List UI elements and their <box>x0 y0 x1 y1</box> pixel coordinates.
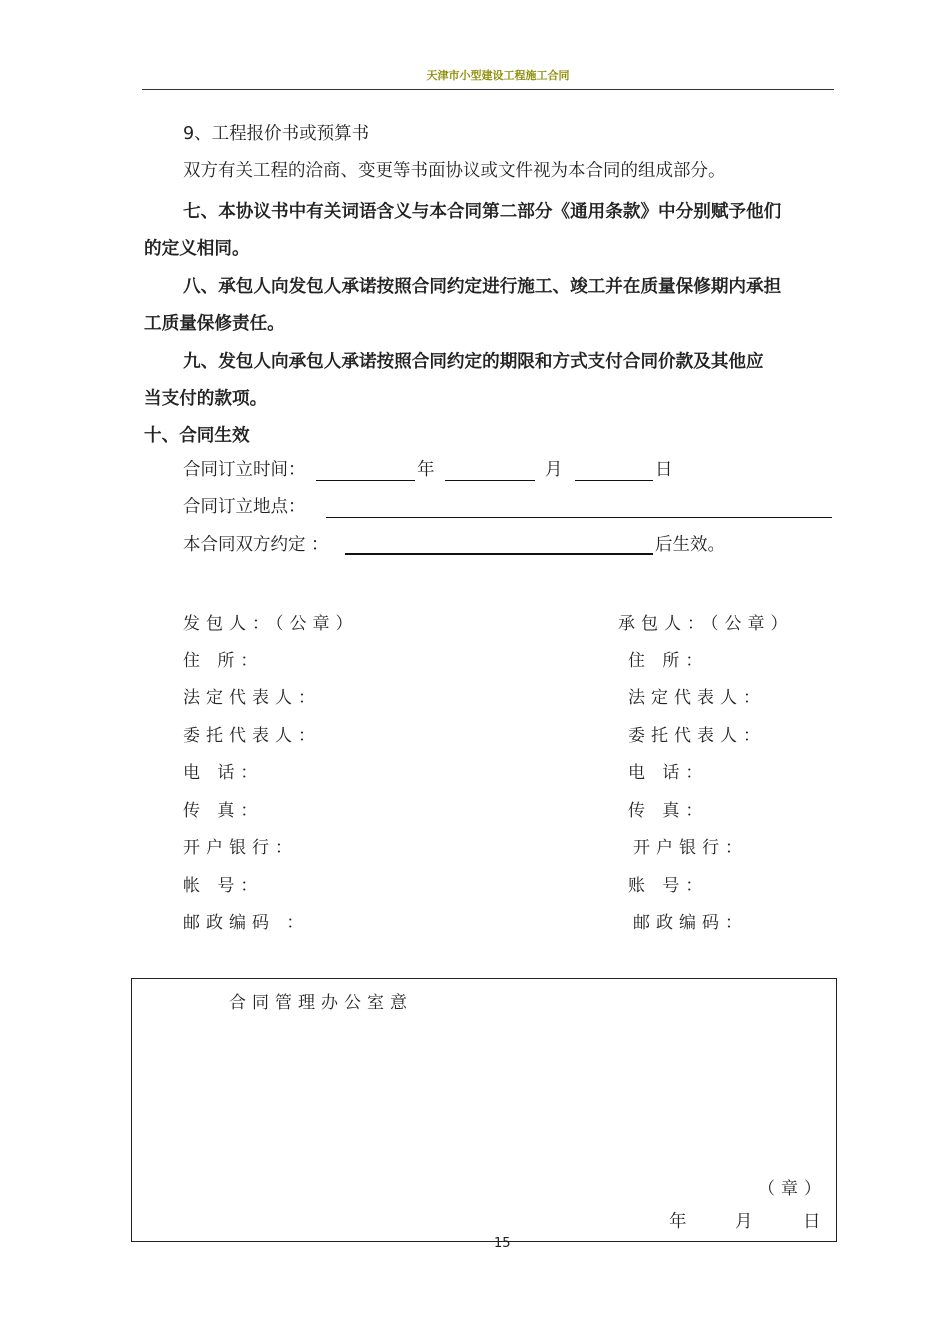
agree-field[interactable] <box>345 553 653 555</box>
office-box-seal: （章） <box>758 1179 827 1199</box>
agree-label: 本合同双方约定 ： <box>183 535 329 555</box>
employer-bank: 开户银行： <box>183 838 298 858</box>
clause-8-line-2: 工质量保修责任。 <box>144 314 285 334</box>
contractor-legal-rep: 法定代表人： <box>628 688 766 708</box>
month-field[interactable] <box>445 480 535 481</box>
office-box-month: 月 <box>735 1212 753 1232</box>
year-field[interactable] <box>316 480 415 481</box>
employer-fax: 传 真： <box>183 801 264 821</box>
clause-7-line-1: 七、本协议书中有关词语含义与本合同第二部分《通用条款》中分别赋予他们 <box>183 202 782 222</box>
employer-legal-rep: 法定代表人： <box>183 688 321 708</box>
employer-title: 发包人：（公章） <box>183 614 359 634</box>
contractor-phone: 电 话： <box>628 763 709 783</box>
employer-address: 住 所： <box>183 651 264 671</box>
header-title: 天津市小型建设工程施工合同 <box>426 69 570 82</box>
contractor-title: 承包人：（公章） <box>618 614 794 634</box>
year-label: 年 <box>417 460 435 480</box>
contractor-postcode: 邮政编码： <box>633 913 748 933</box>
employer-phone: 电 话： <box>183 763 264 783</box>
office-box-day: 日 <box>803 1212 821 1232</box>
clause-8-line-1: 八、承包人向发包人承诺按照合同约定进行施工、竣工并在质量保修期内承担 <box>183 277 782 297</box>
clause-9-line-2: 当支付的款项。 <box>144 389 268 409</box>
employer-account: 帐 号： <box>183 876 264 896</box>
page-number: 15 <box>494 1236 511 1251</box>
contractor-fax: 传 真： <box>628 801 709 821</box>
contractor-address: 住 所： <box>628 651 709 671</box>
office-opinion-box <box>131 978 837 1242</box>
header-divider <box>142 89 834 90</box>
agree-suffix: 后生效。 <box>655 535 725 555</box>
clause-9-line-1: 九、发包人向承包人承诺按照合同约定的期限和方式支付合同价款及其他应 <box>183 352 764 372</box>
clause-10-heading: 十、合同生效 <box>144 426 250 446</box>
contractor-agent: 委托代表人： <box>628 726 766 746</box>
office-box-year: 年 <box>669 1212 687 1232</box>
clause-7-line-2: 的定义相同。 <box>144 239 250 259</box>
day-label: 日 <box>655 460 673 480</box>
day-field[interactable] <box>575 480 653 481</box>
item-9: 9、工程报价书或预算书 <box>183 124 370 144</box>
date-label: 合同订立时间： <box>183 460 306 480</box>
employer-agent: 委托代表人： <box>183 726 321 746</box>
contractor-bank: 开户银行： <box>633 838 748 858</box>
month-label: 月 <box>545 460 563 480</box>
negotiation-text: 双方有关工程的洽商、变更等书面协议或文件视为本合同的组成部分。 <box>183 161 726 181</box>
contractor-account: 账 号： <box>628 876 709 896</box>
employer-postcode: 邮政编码 ： <box>183 913 310 933</box>
place-field[interactable] <box>326 517 832 518</box>
place-label: 合同订立地点： <box>183 497 306 517</box>
office-box-title: 合同管理办公室意 <box>229 993 413 1013</box>
